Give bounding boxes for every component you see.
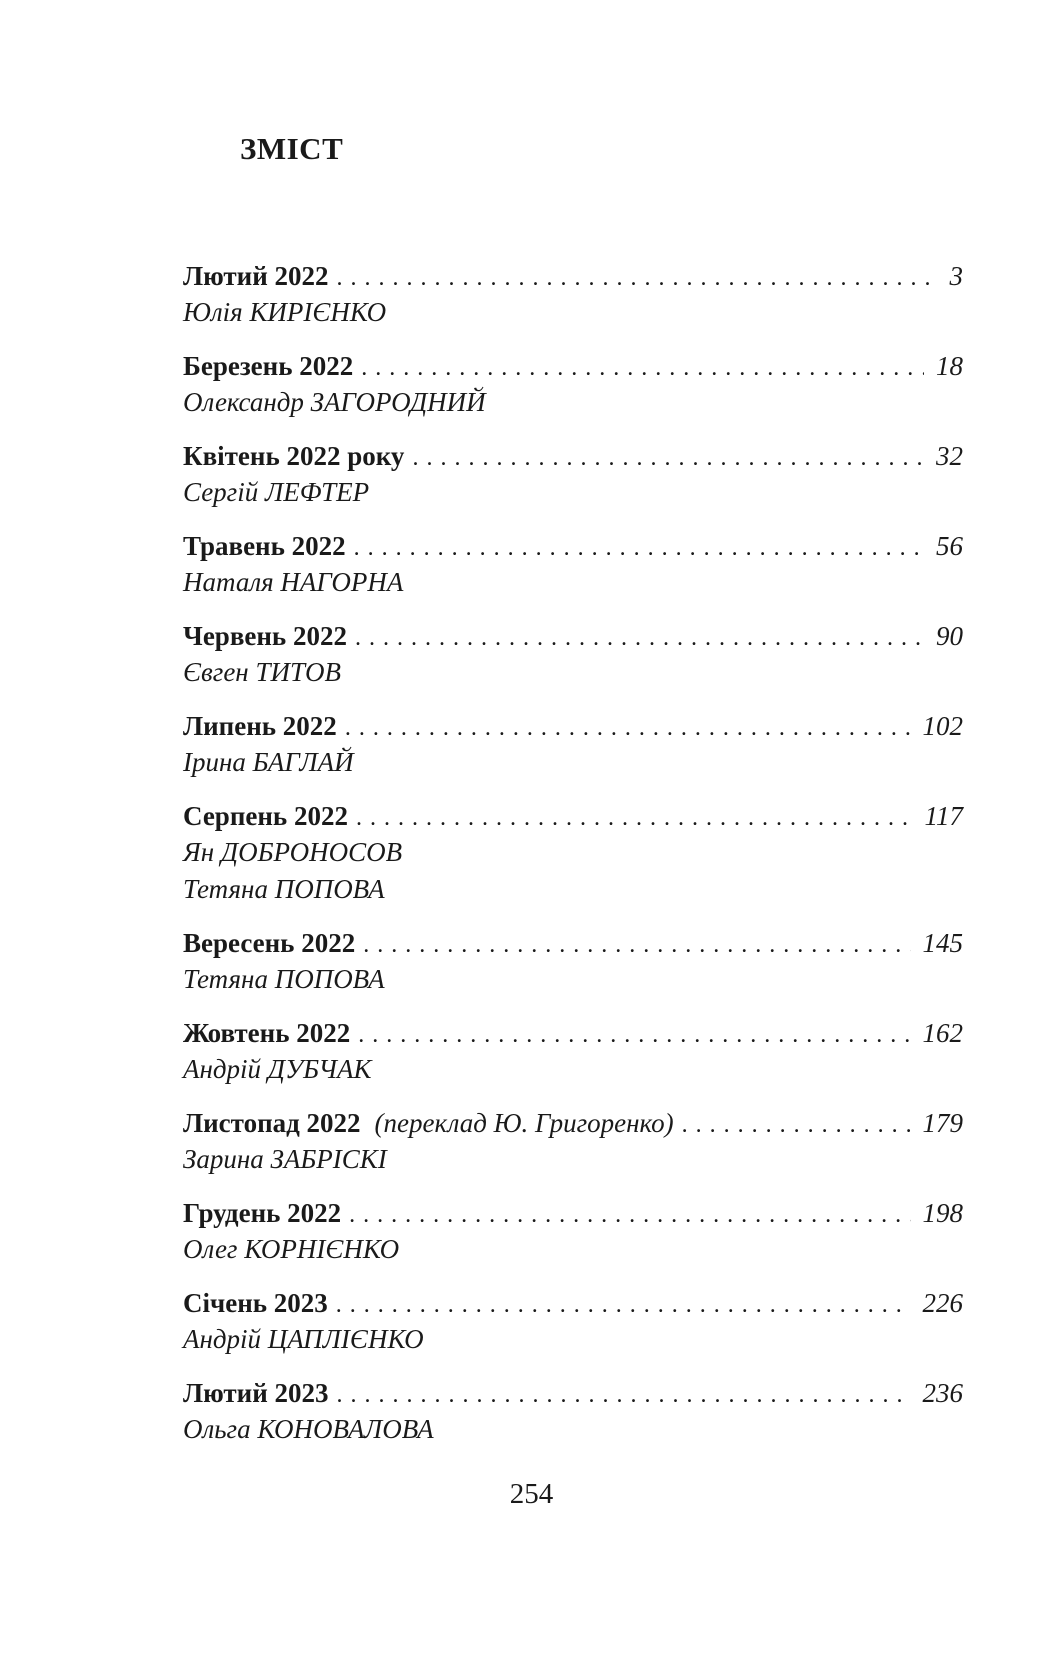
- dot-leader: [682, 1107, 911, 1143]
- entry-page-number: 179: [922, 1108, 963, 1138]
- entry-title: Березень 2022: [183, 351, 354, 381]
- entry-author: Олег КОРНІЄНКО: [183, 1234, 400, 1264]
- entry-title: Серпень 2022: [183, 801, 348, 831]
- toc-entry[interactable]: [183, 708, 963, 781]
- entry-title: Червень 2022: [183, 621, 347, 651]
- dot-leader: [336, 1287, 911, 1323]
- toc-entry[interactable]: [183, 1375, 963, 1448]
- entry-page-number: 145: [922, 928, 963, 958]
- toc-entry[interactable]: [183, 1015, 963, 1088]
- dot-leader: [345, 710, 911, 746]
- toc-entry[interactable]: [183, 798, 963, 908]
- entry-author: Андрій ДУБЧАК: [183, 1054, 372, 1084]
- entry-title: Лютий 2022: [183, 261, 329, 291]
- toc-entry[interactable]: [183, 925, 963, 998]
- toc-entry[interactable]: [183, 1195, 963, 1268]
- toc-entry[interactable]: [183, 1285, 963, 1358]
- entry-author: Ян ДОБРОНОСОВ: [183, 837, 403, 867]
- entry-page-number: 198: [922, 1198, 963, 1228]
- entry-title: Грудень 2022: [183, 1198, 342, 1228]
- dot-leader: [337, 1377, 911, 1413]
- dot-leader: [349, 1197, 910, 1233]
- entry-author: Наталя НАГОРНА: [183, 567, 404, 597]
- entry-page-number: 102: [922, 711, 963, 741]
- toc-entry[interactable]: [183, 348, 963, 421]
- toc-entry[interactable]: [183, 258, 963, 331]
- entry-page-number: 32: [936, 441, 963, 471]
- dot-leader: [355, 620, 924, 656]
- entry-page-number: 18: [936, 351, 963, 381]
- entry-page-number: 162: [922, 1018, 963, 1048]
- dot-leader: [358, 1017, 910, 1053]
- entry-page-number: 3: [949, 261, 963, 291]
- entry-page-number: 90: [936, 621, 963, 651]
- entry-title: Травень 2022: [183, 531, 346, 561]
- entry-author: Сергій ЛЕФТЕР: [183, 477, 370, 507]
- entry-title: Січень 2023: [183, 1288, 328, 1318]
- dot-leader: [337, 260, 938, 296]
- entry-page-number: 117: [924, 801, 963, 831]
- entry-author: Зарина ЗАБРІСКІ: [183, 1144, 387, 1174]
- dot-leader: [361, 350, 924, 386]
- entry-author: Тетяна ПОПОВА: [183, 874, 385, 904]
- entry-page-number: 56: [936, 531, 963, 561]
- entry-author: Ірина БАГЛАЙ: [183, 747, 354, 777]
- entry-title: Листопад 2022: [183, 1108, 361, 1138]
- entry-title: Жовтень 2022: [183, 1018, 351, 1048]
- toc-entry[interactable]: [183, 1105, 963, 1178]
- entry-page-number: 226: [922, 1288, 963, 1318]
- toc-entry[interactable]: [183, 528, 963, 601]
- entry-author: Тетяна ПОПОВА: [183, 964, 385, 994]
- entry-author: Євген ТИТОВ: [183, 657, 341, 687]
- dot-leader: [412, 440, 924, 476]
- entry-title: Квітень 2022 року: [183, 441, 405, 471]
- dot-leader: [354, 530, 924, 566]
- entry-author: Юлія КИРІЄНКО: [183, 297, 387, 327]
- page-title: ЗМІСТ: [240, 131, 344, 166]
- toc-entry[interactable]: [183, 438, 963, 511]
- entry-author: Ольга КОНОВАЛОВА: [183, 1414, 434, 1444]
- toc-entry[interactable]: [183, 618, 963, 691]
- entry-title: Вересень 2022: [183, 928, 356, 958]
- page-number: 254: [509, 1478, 554, 1510]
- entry-page-number: 236: [922, 1378, 963, 1408]
- entry-author: Олександр ЗАГОРОДНИЙ: [183, 387, 486, 417]
- dot-leader: [356, 800, 913, 836]
- dot-leader: [363, 927, 910, 963]
- entry-translator-note: (переклад Ю. Григоренко): [374, 1108, 674, 1138]
- entry-title: Лютий 2023: [183, 1378, 329, 1408]
- table-of-contents: [183, 258, 963, 1465]
- entry-title: Липень 2022: [183, 711, 337, 741]
- entry-author: Андрій ЦАПЛІЄНКО: [183, 1324, 424, 1354]
